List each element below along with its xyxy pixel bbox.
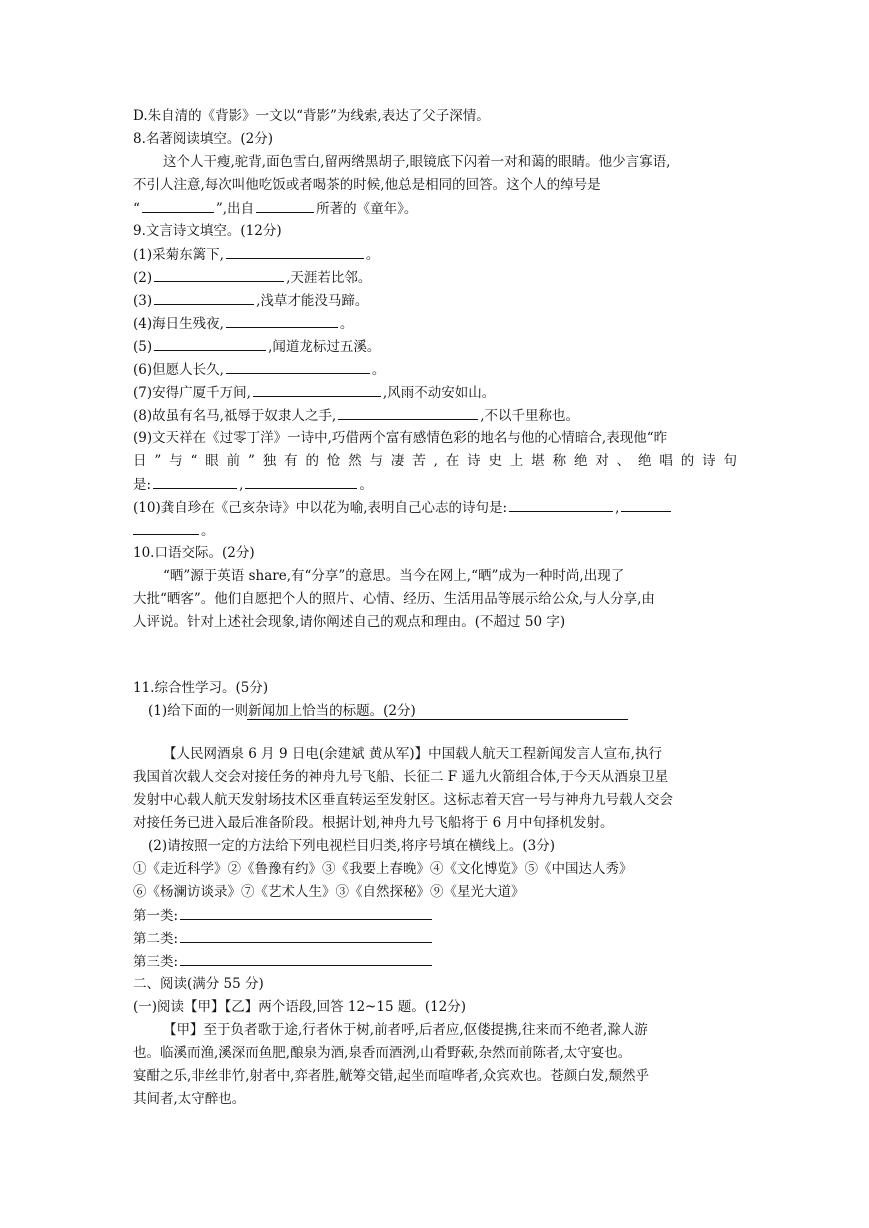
blank-9-2[interactable] [154,267,284,282]
book-text: 所著的《童年》。 [316,201,418,217]
category-label: 第一类: [133,908,179,924]
item-text: (1)采菊东篱下, [133,247,224,263]
question-10-text-3: 人评说。针对上述社会现象,请你阐述自己的观点和理由。(不超过 50 字) [133,614,566,630]
item-text: (8)故虽有名马,祗辱于奴隶人之手, [133,408,337,424]
category-3 [133,951,434,972]
question-9-item-6 [133,359,385,380]
item-text: ,天涯若比邻。 [286,270,372,286]
passage-jia-line-3: 宴酣之乐,非丝非竹,射者中,弈者胜,觥筹交错,起坐而喧哗者,众宾欢也。苍颜白发,颓然乎 [133,1068,650,1084]
item-text: (10)龚自珍在《己亥杂诗》中以花为喻,表明自己心志的诗句是: [133,500,508,516]
question-9-item-8 [133,405,579,426]
question-9-item-5 [133,336,380,357]
item-text: ,闻道龙标过五溪。 [268,339,381,355]
item-text: 。 [339,316,354,332]
question-9-title: 9.文言诗文填空。(12分) [133,223,282,239]
question-10-text-1: “晒”源于英语 share,有“分享”的意思。当今在网上,“晒”成为一种时尚,出现了 [163,568,625,584]
category-label: 第二类: [133,931,179,947]
quote-close: ”,出自 [215,201,255,217]
blank-9-7[interactable] [253,382,381,397]
news-line-2: 我国首次载人交会对接任务的神舟九号飞船、长征二 F 遥九火箭组合体,于今天从酒泉卫星 [133,769,669,785]
blank-9-6[interactable] [226,359,370,374]
question-11-part-2: (2)请按照一定的方法给下列电视栏目归类,将序号填在横线上。(3分) [148,838,556,854]
news-line-1: 【人民网酒泉 6 月 9 日电(余建斌 黄从军)】中国载人航天工程新闻发言人宣布,执行 [163,746,662,762]
category-1-blank[interactable] [180,905,432,920]
headline-answer-line[interactable] [247,719,628,720]
item-text: ,浅草才能没马蹄。 [256,293,369,309]
question-10-text-2: 大批“晒客”。他们自愿把个人的照片、心情、经历、生活用品等展示给公众,与人分享,由 [133,591,655,607]
passage-jia-line-2: 也。临溪而渔,溪深而鱼肥,酿泉为酒,泉香而酒洌,山肴野蔌,杂然而前陈者,太守宴也。 [133,1045,632,1061]
nickname-blank[interactable] [142,198,214,213]
question-9-item-9-line-2: 日”与“眼前”独有的怆然与凄苦,在诗史上堪称绝对、绝唱的诗句 [133,453,737,469]
blank-9-9b[interactable] [245,474,357,489]
item-text: 。 [201,523,215,539]
item-text: (7)安得广厦千万间, [133,385,251,401]
question-8-text-2: 不引人注意,每次叫他吃饭或者喝茶的时候,他总是相同的回答。这个人的绰号是 [133,177,601,193]
category-2 [133,928,434,949]
item-text: (2) [133,270,153,286]
category-2-blank[interactable] [180,928,432,943]
item-text: ,风雨不动安如山。 [382,385,496,401]
item-text: ,不以千里称也。 [480,408,580,424]
category-3-blank[interactable] [180,951,432,966]
blank-9-5[interactable] [154,336,266,351]
quote-open: “ [133,201,140,217]
passage-jia-line-1: 【甲】至于负者歌于途,行者休于树,前者呼,后者应,伛偻提携,往来而不绝者,滁人游 [163,1022,648,1038]
question-9-item-9-line-3 [133,474,373,495]
tv-programs-line-1: ①《走近科学》②《鲁豫有约》③《我要上春晚》④《文化博览》⑤《中国达人秀》 [133,861,633,877]
item-text: 。 [359,477,373,493]
question-8-text-3 [133,198,417,219]
blank-9-10a[interactable] [509,497,613,512]
item-text: (4)海日生残夜, [133,316,224,332]
item-text: (6)但愿人长久, [133,362,224,378]
question-9-item-3 [133,290,368,311]
reading-1-instruction: (一)阅读【甲】【乙】两个语段,回答 12~15 题。(12分) [133,999,467,1015]
blank-9-1[interactable] [226,244,364,259]
item-text: , [615,500,620,516]
item-text: (3) [133,293,153,309]
blank-9-10b-end[interactable] [133,520,199,535]
question-9-item-7 [133,382,495,403]
question-9-item-9-line-1: (9)文天祥在《过零丁洋》一诗中,巧借两个富有感情色彩的地名与他的心情暗合,表现他“昨 [133,430,668,446]
blank-9-9a[interactable] [153,474,237,489]
news-line-4: 对接任务已进入最后准备阶段。根据计划,神舟九号飞船将于 6 月中旬择机发射。 [133,815,614,831]
option-d: D.朱自清的《背影》一文以“背影”为线索,表达了父子深情。 [133,108,490,124]
question-8-title: 8.名著阅读填空。(2分) [133,131,274,147]
item-text: , [239,477,244,493]
tv-programs-line-2: ⑥《杨澜访谈录》⑦《艺术人生》③《自然探秘》⑨《星光大道》 [133,884,525,900]
passage-jia-line-4: 其间者,太守醉也。 [133,1091,246,1107]
category-label: 第三类: [133,954,179,970]
blank-9-3[interactable] [154,290,254,305]
question-10-title: 10.口语交际。(2分) [133,545,255,561]
author-blank[interactable] [256,198,314,213]
item-text: 是: [133,477,152,493]
item-text: (5) [133,339,153,355]
question-11-part-1: (1)给下面的一则新闻加上恰当的标题。(2分) [148,703,416,719]
item-text: 。 [371,362,386,378]
blank-9-10b-start[interactable] [621,497,671,512]
question-11-title: 11.综合性学习。(5分) [133,680,269,696]
news-line-3: 发射中心载人航天发射场技术区垂直转运至发射区。这标志着天宫一号与神舟九号载人交会 [133,792,673,808]
question-9-item-10-line-2 [133,520,215,541]
question-8-text-1: 这个人干瘦,驼背,面色雪白,留两绺黑胡子,眼镜底下闪着一对和蔼的眼睛。他少言寡语, [163,154,671,170]
category-1 [133,905,434,926]
blank-9-8[interactable] [338,405,478,420]
item-text: 。 [365,247,380,263]
blank-9-4[interactable] [226,313,338,328]
question-9-item-10-line-1 [133,497,673,518]
section-2-title: 二、阅读(满分 55 分) [133,976,264,992]
question-9-item-1 [133,244,379,265]
question-9-item-2 [133,267,371,288]
question-9-item-4 [133,313,353,334]
